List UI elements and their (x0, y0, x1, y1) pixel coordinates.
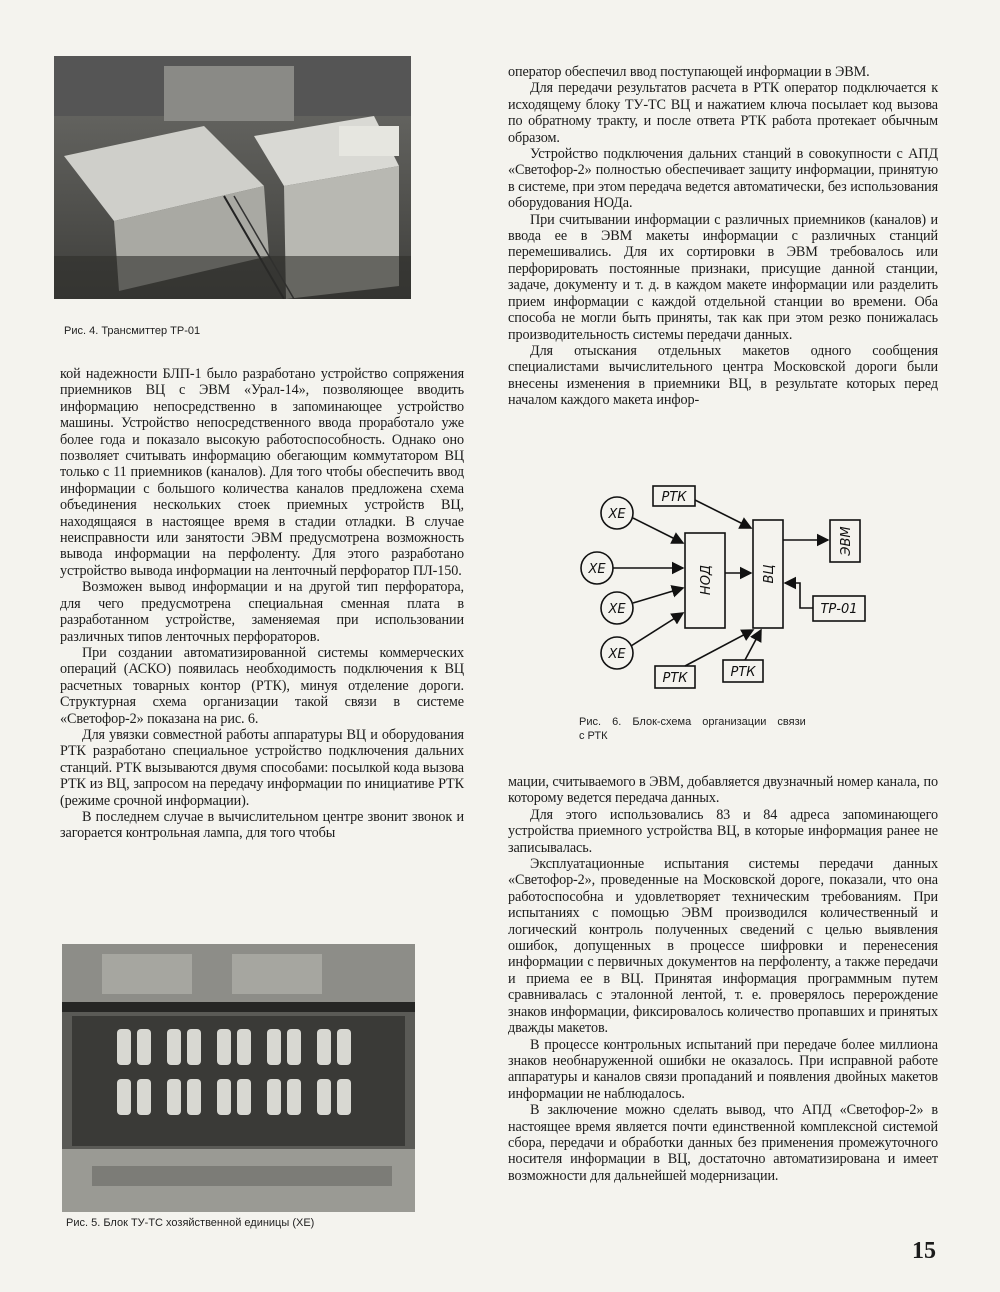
paragraph: В заключение можно сделать вывод, что АПД «Светофор-2» в настоящее время является почти единственной комплексной системой сбора, передачи и обработки данных без применения промежуточного носителя информации в ВЦ, достаточно автоматизирована и имеет возможности для дальнейшей модернизации. (508, 1102, 938, 1184)
figure-6-block-diagram (575, 468, 905, 708)
page-number: 15 (912, 1238, 936, 1264)
paragraph: При создании автоматизированной системы коммерческих операций (АСКО) появилась необходимость подключения к ВЦ расчетных товарных контор (РТК), минуя отделение дороги. Структурная схема организации такой связи в системе «Светофор-2» показана на рис. 6. (60, 644, 464, 727)
figure-5-photo (62, 944, 415, 1212)
paragraph: Эксплуатационные испытания системы передачи данных «Светофор-2», проведенные на Московской дороге, показали, что она работоспособна и удовлетворяет техническим требованиям. При испытаниях с помощью ЭВМ производился количественный и логический контроль полученных сведений с целью выявления ошибок, допущенных в процессе шифровки и перенесения информации с первичных документов на перфоленту, а также передачи и приема ее в ВЦ. Принятая информация программным путем сравнивалась с эталонной лентой, т. е. проверялось перерождение знаков информации, фиксировалось количество пропавших и принятых дважды макетов. (508, 856, 938, 1037)
right-column-bottom (508, 774, 938, 1184)
paragraph: Возможен вывод информации и на другой тип перфоратора, для чего предусмотрена специальная сменная плата в разработанном устройстве, заменяемая при использовании различных типов ленточных перфораторов. (60, 579, 464, 645)
rtk-label: РТК (661, 490, 687, 505)
paragraph: Устройство подключения дальних станций в совокупности с АПД «Светофор-2» полностью обеспечивает защиту информации, принятую в системе, при этом передача ведется автоматически, без использования оборудования НОДа. (508, 146, 938, 212)
he-label: ХЕ (588, 562, 606, 577)
he-label: ХЕ (608, 507, 626, 522)
paragraph: Для этого использовались 83 и 84 адреса запоминающего устройства приемного устройства ВЦ, в которые информация ранее не записывалась. (508, 806, 938, 856)
evm-label: ЭВМ (839, 526, 854, 556)
figure-4-caption: Рис. 4. Трансмиттер ТР-01 (64, 325, 201, 337)
figure-6-caption-line1: Рис. 6. Блок-схема организации связи (579, 716, 806, 728)
paragraph: оператор обеспечил ввод поступающей информации в ЭВМ. (508, 64, 870, 80)
right-column-top (508, 64, 938, 409)
rtk-label: РТК (730, 665, 756, 680)
tr01-label: ТР-01 (820, 602, 858, 617)
paragraph: При считывании информации с различных приемников (каналов) и ввода ее в ЭВМ макеты информации с различных станций перемешивались. Для их сортировки в ЭВМ требовалось или перфорировать постоянные признаки, присущие данной станции, задаче, документу и т. д. в каждом макете информации или разделить прием информации с каждой отдельной станции во времени. Оба способа не могли быть приняты, так как при этом резко понижалась производительность системы передачи данных. (508, 211, 938, 343)
figure-5-caption: Рис. 5. Блок ТУ-ТС хозяйственной единицы (ХЕ) (66, 1217, 315, 1229)
rtk-label: РТК (662, 671, 688, 686)
he-label: ХЕ (608, 602, 626, 617)
he-label: ХЕ (608, 647, 626, 662)
figure-4-photo (54, 56, 411, 299)
paragraph: Для увязки совместной работы аппаратуры ВЦ и оборудования РТК разработано специальное устройство подключения дальних станций. РТК вызываются двумя способами: посылкой кода вызова РТК из ВЦ, запросом на передачу информации по инициативе РТК (режиме срочной информации). (60, 726, 464, 809)
paragraph: В процессе контрольных испытаний при передаче более миллиона знаков необнаруженной ошибки не оказалось. При исправной работе аппаратуры и каналов связи пропаданий и появления двойных макетов информации не наблюдалось. (508, 1036, 938, 1102)
vc-label: ВЦ (762, 564, 777, 584)
paragraph: мации, считываемого в ЭВМ, добавляется двузначный номер канала, по которому ведется передача данных. (508, 774, 938, 807)
paragraph: Для отыскания отдельных макетов одного сообщения специалистами вычислительного центра Московской дороги были внесены изменения в приемники ВЦ, в результате которых перед началом каждого макета инфор- (508, 342, 938, 409)
figure-6-caption-line2: с РТК (579, 730, 608, 742)
paragraph: В последнем случае в вычислительном центре звонит звонок и загорается контрольная лампа, для того чтобы (60, 808, 464, 842)
nod-label: НОД (699, 564, 714, 596)
paragraph: Для передачи результатов расчета в РТК оператор подключается к исходящему блоку ТУ-ТС ВЦ и нажатием ключа посылает код вызова по обратному тракту, и после ответа РТК работа протекает обычным образом. (508, 80, 938, 146)
left-column (60, 366, 464, 842)
paragraph: кой надежности БЛП-1 было разработано устройство сопряжения приемников ВЦ с ЭВМ «Урал-14», позволяющее вводить информацию непосредственно в запоминающее устройство машины. Устройство непосредственного ввода проработало уже более года и показало высокую работоспособность. Однако оно позволяет считывать информацию обегающим коммутатором ВЦ только с 11 приемников (каналов). Для того чтобы обеспечить ввод информации с большого количества каналов предложена схема объединения нескольких стоек приемных устройств ВЦ, находящаяся в настоящее время в стадии отладки. В случае неисправности или занятости ЭВМ предусмотрена возможность вывода информации на перфоленту. Для этого разработано устройство вывода информации на ленточный перфоратор ПЛ-150. (60, 366, 464, 579)
